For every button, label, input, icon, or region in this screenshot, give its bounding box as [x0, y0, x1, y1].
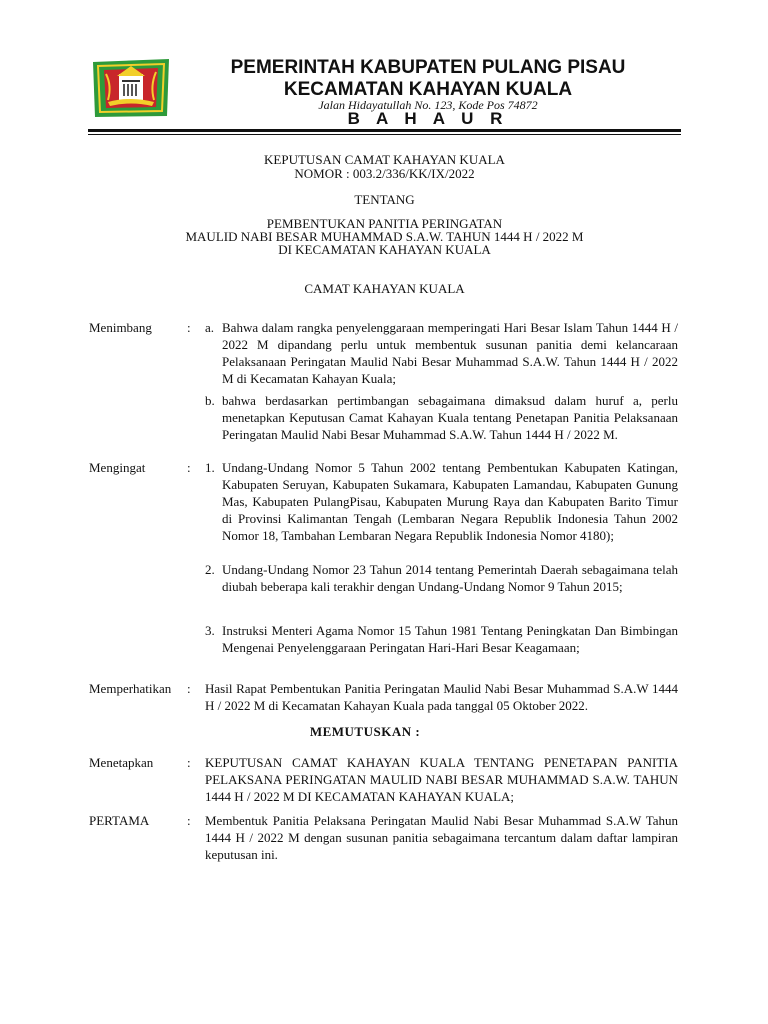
- menimbang-b-marker: b.: [205, 393, 215, 408]
- mengingat-1-text: Undang-Undang Nomor 5 Tahun 2002 tentang Pembentukan Kabupaten Katingan, Kabupaten Seruyan, Kabupaten Sukamara, Kabupaten Lamandau, Kabupaten Gunung Mas, Kabupaten PulangPisau, Kabupaten Murung Raya dan Kabupaten Barito Timur di Provinsi Kalimantan Tengah (Lembaran Negara Republik Indonesia Tahun 2002 Nomor 18, Tambahan Lembaran Negara Republik Indonesia Nomor 4180);: [222, 460, 678, 543]
- decree-subject-line-1: PEMBENTUKAN PANITIA PERINGATAN: [266, 216, 503, 231]
- letterhead-government: PEMERINTAH KABUPATEN PULANG PISAU: [230, 57, 626, 78]
- letterhead-district: KECAMATAN KAHAYAN KUALA: [283, 79, 573, 100]
- memperhatikan-colon: :: [187, 681, 191, 696]
- menetapkan-text: KEPUTUSAN CAMAT KAHAYAN KUALA TENTANG PENETAPAN PANITIA PELAKSANA PERINGATAN MAULID NABI BESAR MUHAMMAD S.A.W. TAHUN 1444 H / 2022 M DI KECAMATAN KAHAYAN KUALA;: [205, 755, 678, 804]
- pertama-label: PERTAMA: [89, 813, 150, 828]
- decree-subject-line-2: MAULID NABI BESAR MUHAMMAD S.A.W. TAHUN 1444 H / 2022 M: [185, 229, 584, 244]
- memperhatikan-label: Memperhatikan: [89, 681, 172, 696]
- menimbang-b-text: bahwa berdasarkan pertimbangan sebagaimana dimaksud dalam huruf a, perlu menetapkan Keputusan Camat Kahayan Kuala tentang Penetapan Panitia Pelaksanaan Peringatan Maulid Nabi Besar Muhammad S.A.W. Tahun 1444 H / 2022 M.: [222, 393, 678, 442]
- pertama-text: Membentuk Panitia Pelaksana Peringatan Maulid Nabi Besar Muhammad S.A.W Tahun 1444 H / 2022 M dengan susunan panitia sebagaimana tercantum dalam daftar lampiran keputusan ini.: [205, 813, 678, 862]
- letterhead-rule-thick: [88, 129, 681, 132]
- mengingat-3-marker: 3.: [205, 623, 215, 638]
- mengingat-1-marker: 1.: [205, 460, 215, 475]
- mengingat-2-marker: 2.: [205, 562, 215, 577]
- letterhead-address: Jalan Hidayatullah No. 123, Kode Pos 74872: [318, 98, 538, 112]
- menimbang-a-marker: a.: [205, 320, 215, 335]
- memutuskan-heading: MEMUTUSKAN :: [309, 724, 421, 739]
- pertama-colon: :: [187, 813, 191, 828]
- mengingat-label: Mengingat: [89, 460, 146, 475]
- letterhead-city: B A H A U R: [347, 109, 509, 128]
- regency-emblem-icon: [90, 56, 172, 120]
- menimbang-colon: :: [187, 320, 191, 335]
- menetapkan-label: Menetapkan: [89, 755, 154, 770]
- mengingat-colon: :: [187, 460, 191, 475]
- menimbang-label: Menimbang: [89, 320, 152, 335]
- mengingat-2-text: Undang-Undang Nomor 23 Tahun 2014 tentang Pemerintah Daerah sebagaimana telah diubah beberapa kali terakhir dengan Undang-Undang Nomor 9 Tahun 2015;: [222, 562, 678, 594]
- decree-subject-line-3: DI KECAMATAN KAHAYAN KUALA: [278, 242, 491, 257]
- decree-issuer: CAMAT KAHAYAN KUALA: [304, 281, 465, 296]
- decree-about: TENTANG: [354, 192, 415, 207]
- letterhead-rule-thin: [88, 134, 681, 135]
- decree-title: KEPUTUSAN CAMAT KAHAYAN KUALA: [264, 152, 505, 167]
- menimbang-a-text: Bahwa dalam rangka penyelenggaraan memperingati Hari Besar Islam Tahun 1444 H / 2022 M dipandang perlu untuk membentuk susunan panitia demi kelancaraan Pelaksanaan Peringatan Maulid Nabi Besar Muhammad S.A.W. Tahun 1444 H / 2022 M di Kecamatan Kahayan Kuala;: [222, 320, 678, 386]
- memperhatikan-text: Hasil Rapat Pembentukan Panitia Peringatan Maulid Nabi Besar Muhammad S.A.W 1444 H / 2022 M di Kecamatan Kahayan Kuala pada tanggal 05 Oktober 2022.: [205, 681, 678, 713]
- decree-number: NOMOR : 003.2/336/KK/IX/2022: [294, 166, 475, 181]
- mengingat-3-text: Instruksi Menteri Agama Nomor 15 Tahun 1981 Tentang Peningkatan Dan Bimbingan Mengenai Penyelenggaraan Peringatan Hari-Hari Besar Keagamaan;: [222, 623, 678, 655]
- menetapkan-colon: :: [187, 755, 191, 770]
